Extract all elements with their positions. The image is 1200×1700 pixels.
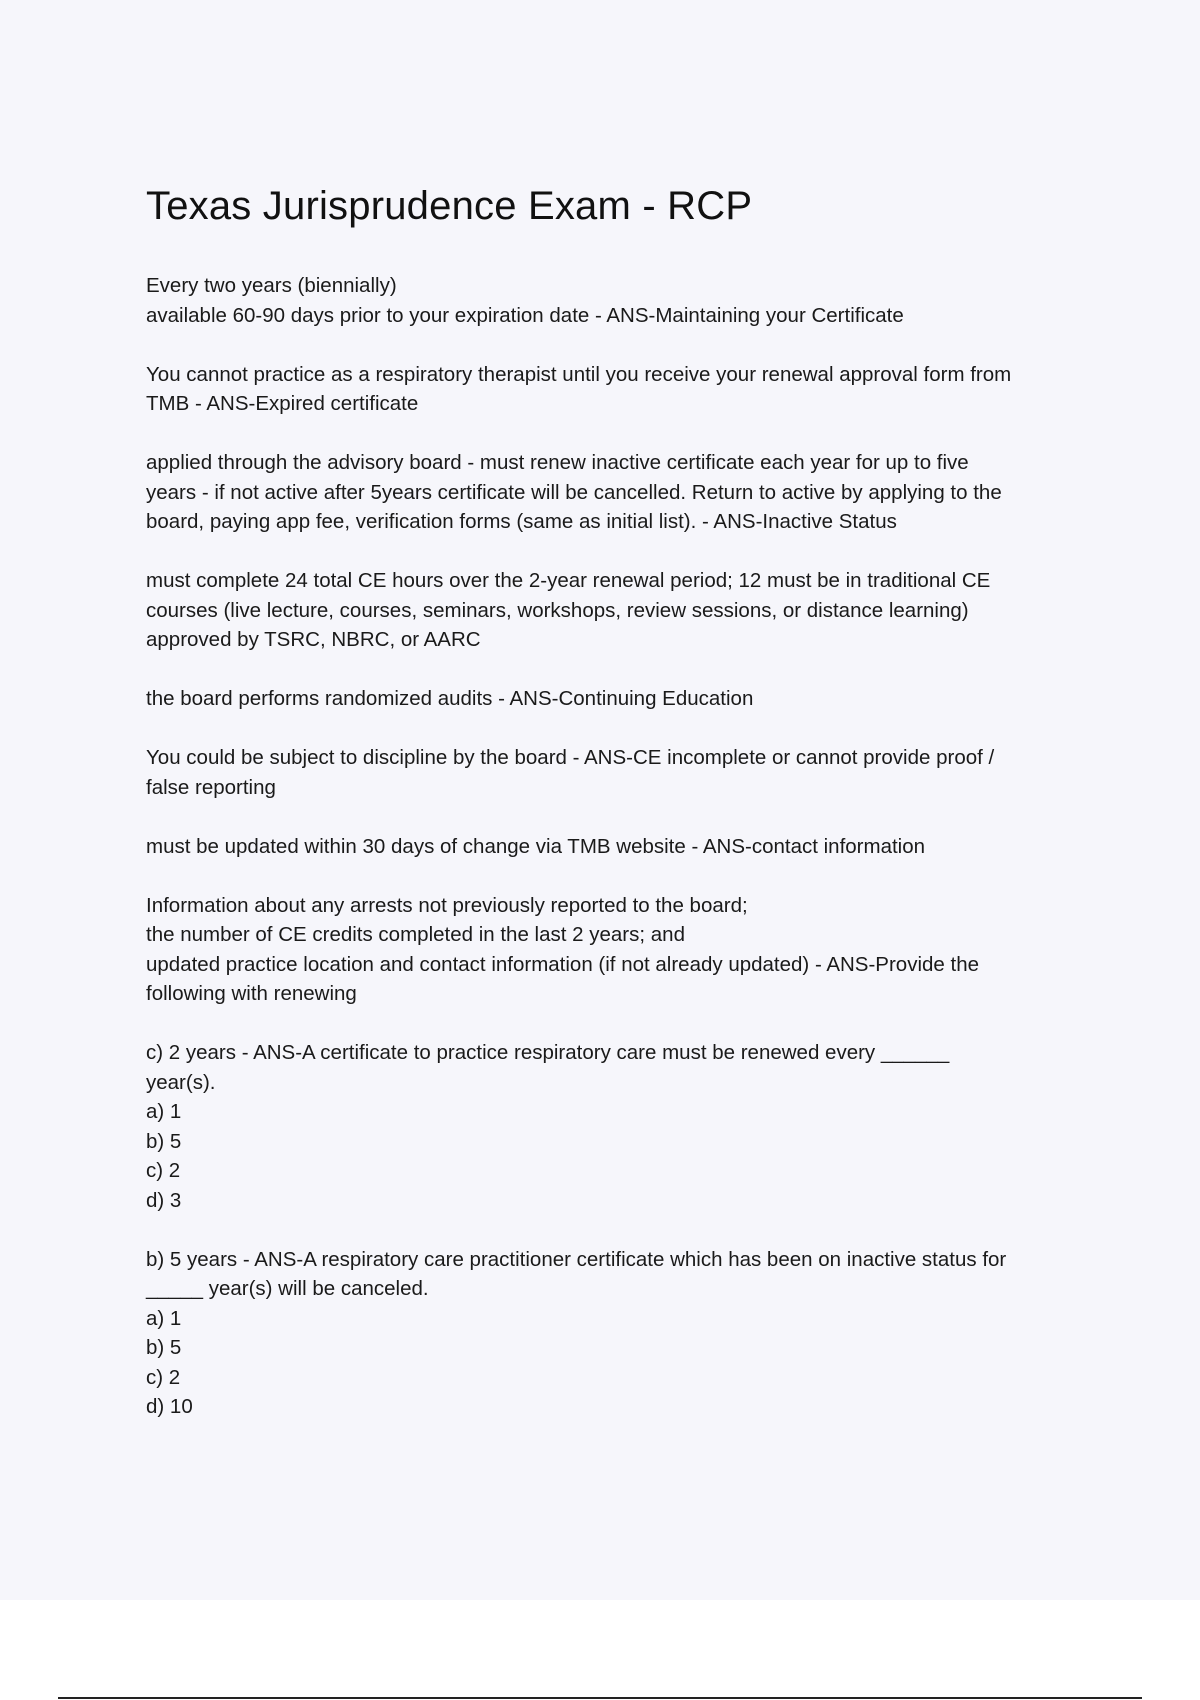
- answer-option: b) 5: [146, 1129, 182, 1153]
- text-line: Information about any arrests not previously reported to the board;: [146, 893, 748, 917]
- answer-option: a) 1: [146, 1100, 182, 1123]
- text-line: Every two years (biennially): [146, 274, 397, 297]
- text-line: board, paying app fee, verification forms (same as initial list). - ANS-Inactive Status: [146, 510, 897, 533]
- text-line: available 60-90 days prior to your expiration date - ANS-Maintaining your Certificate: [146, 303, 904, 327]
- answer-option: c) 2: [146, 1365, 181, 1389]
- text-line: the number of CE credits completed in the last 2 years; and: [146, 923, 685, 946]
- text-line: the board performs randomized audits - ANS-Continuing Education: [146, 687, 754, 710]
- text-line: years - if not active after 5years certificate will be cancelled. Return to active by applying to the: [146, 480, 1002, 504]
- question-text: b) 5 years - ANS-A respiratory care practitioner certificate which has been on inactive status for: [146, 1247, 1007, 1271]
- question-text: _____ year(s) will be canceled.: [146, 1277, 429, 1300]
- question-text: year(s).: [146, 1070, 216, 1094]
- paragraph-renewal-requirements: [146, 891, 1096, 1009]
- paragraph-inactive-status: [146, 448, 1096, 537]
- answer-option: b) 5: [146, 1336, 182, 1359]
- text-line: You could be subject to discipline by the board - ANS-CE incomplete or cannot provide proof /: [146, 746, 995, 769]
- answer-option: a) 1: [146, 1306, 182, 1330]
- answer-option: d) 10: [146, 1395, 193, 1418]
- answer-option: d) 3: [146, 1188, 182, 1212]
- paragraph-contact-information: [146, 832, 1096, 862]
- paragraph-ce-incomplete: [146, 743, 1096, 802]
- paragraph-ce-hours: [146, 566, 1096, 655]
- text-line: must complete 24 total CE hours over the 2-year renewal period; 12 must be in traditional CE: [146, 569, 991, 592]
- paragraph-expired-certificate: [146, 360, 1096, 419]
- question-renewal-period: [146, 1038, 1096, 1215]
- text-line: applied through the advisory board - must renew inactive certificate each year for up to five: [146, 451, 969, 474]
- text-line: following with renewing: [146, 982, 357, 1005]
- text-line: updated practice location and contact information (if not already updated) - ANS-Provide the: [146, 952, 980, 976]
- document-content: [146, 184, 1096, 1451]
- footer-divider: [58, 1697, 1142, 1699]
- question-text: c) 2 years - ANS-A certificate to practice respiratory care must be renewed every ______: [146, 1041, 950, 1064]
- question-inactive-cancellation: [146, 1245, 1096, 1422]
- paragraph-maintaining-certificate: [146, 271, 1096, 330]
- text-line: TMB - ANS-Expired certificate: [146, 392, 419, 415]
- answer-option: c) 2: [146, 1159, 181, 1182]
- text-line: approved by TSRC, NBRC, or AARC: [146, 628, 481, 651]
- text-line: must be updated within 30 days of change via TMB website - ANS-contact information: [146, 834, 926, 858]
- text-line: courses (live lecture, courses, seminars, workshops, review sessions, or distance learning): [146, 598, 969, 622]
- paragraph-continuing-education: [146, 684, 1096, 714]
- text-line: false reporting: [146, 775, 276, 799]
- document-title: Texas Jurisprudence Exam - RCP: [146, 184, 753, 228]
- text-line: You cannot practice as a respiratory therapist until you receive your renewal approval form from: [146, 362, 1012, 386]
